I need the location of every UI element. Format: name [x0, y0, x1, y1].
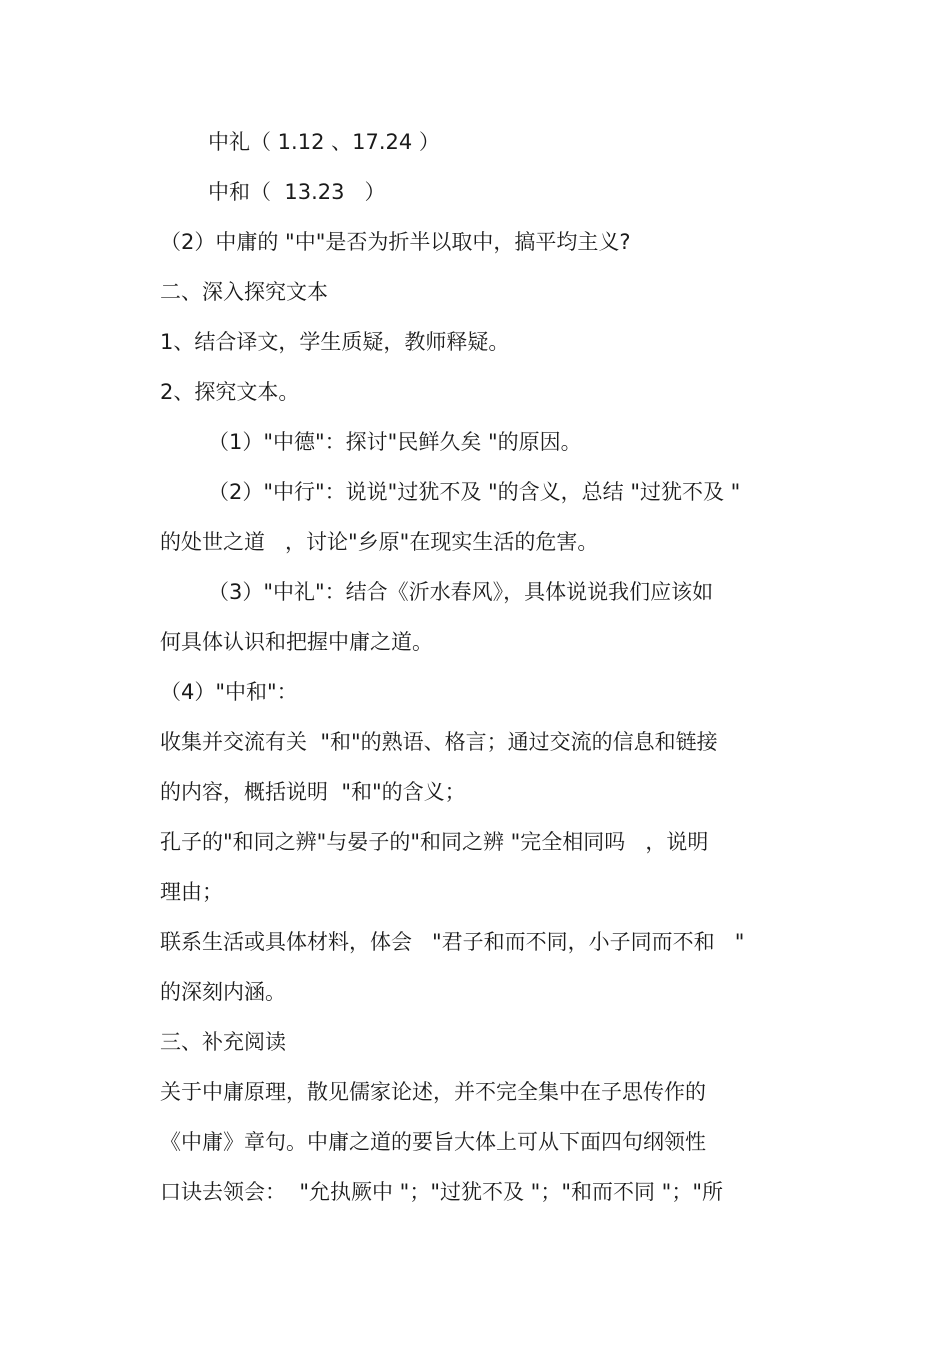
section-heading-2: 二、深入探究文本 — [160, 280, 328, 304]
section-heading-3: 三、补充阅读 — [160, 1030, 286, 1054]
text-line-zhongli: 中礼（ 1.12 、17.24 ） — [208, 130, 440, 154]
text-line-zhongxing-cont: 的处世之道 ，讨论"乡原"在现实生活的危害。 — [160, 530, 599, 554]
text-line-collect-cont: 的内容，概括说明 "和"的含义； — [160, 780, 466, 804]
text-line-junzi: 联系生活或具体材料，体会 "君子和而不同，小子同而不和 " — [160, 930, 745, 954]
text-line-confucius-cont: 理由； — [160, 880, 223, 904]
text-line-question-2: （2）中庸的 "中"是否为折半以取中，搞平均主义? — [160, 230, 631, 254]
text-line-zhongxing: （2）"中行"：说说"过犹不及 "的含义，总结 "过犹不及 " — [208, 480, 741, 504]
text-line-zhongli-3-cont: 何具体认识和把握中庸之道。 — [160, 630, 433, 654]
text-line-zhonghe-4: （4）"中和"： — [160, 680, 298, 704]
text-line-reading-2: 《中庸》章句。中庸之道的要旨大体上可从下面四句纲领性 — [160, 1130, 706, 1154]
text-line-zhongde: （1）"中德"：探讨"民鲜久矣 "的原因。 — [208, 430, 582, 454]
text-line-item-1: 1、结合译文，学生质疑，教师释疑。 — [160, 330, 510, 354]
text-line-collect: 收集并交流有关 "和"的熟语、格言；通过交流的信息和链接 — [160, 730, 718, 754]
text-line-reading-3: 口诀去领会： "允执厥中 "；"过犹不及 "；"和而不同 "；"所 — [160, 1180, 723, 1204]
text-line-item-2: 2、探究文本。 — [160, 380, 300, 404]
text-line-confucius: 孔子的"和同之辨"与晏子的"和同之辨 "完全相同吗 ，说明 — [160, 830, 709, 854]
text-line-zhonghe: 中和（ 13.23 ） — [208, 180, 386, 204]
text-line-zhongli-3: （3）"中礼"：结合《沂水春风》，具体说说我们应该如 — [208, 580, 714, 604]
text-line-reading-1: 关于中庸原理，散见儒家论述，并不完全集中在子思传作的 — [160, 1080, 706, 1104]
text-line-junzi-cont: 的深刻内涵。 — [160, 980, 286, 1004]
